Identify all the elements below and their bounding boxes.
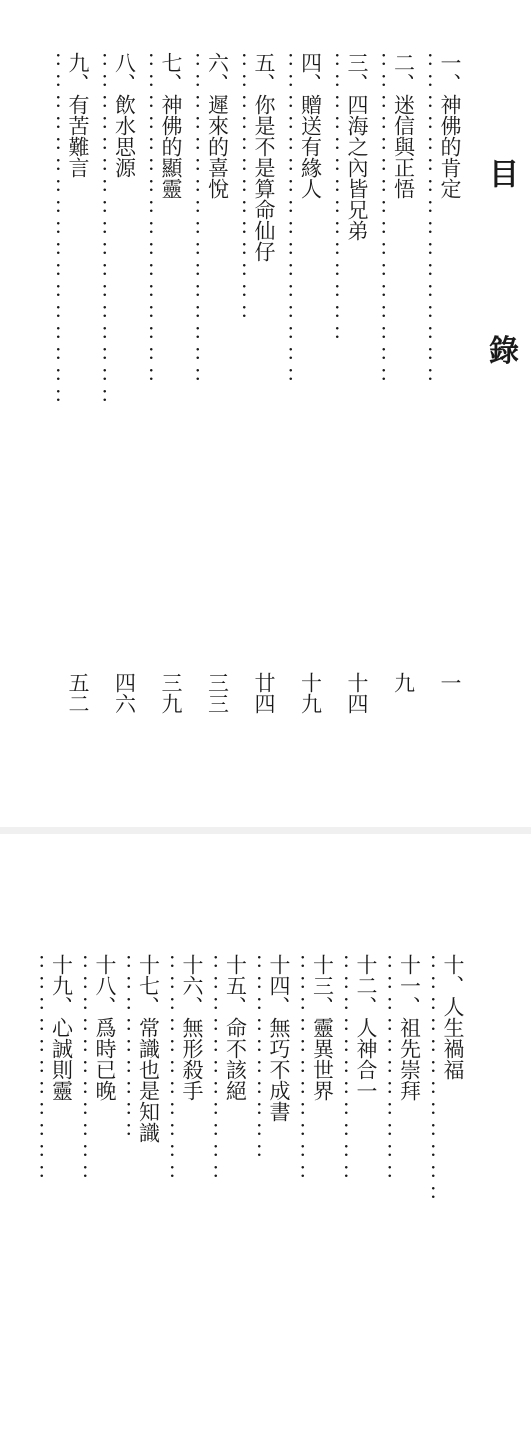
toc-leader-dots: ：：：：：：：：：：： <box>197 954 222 1185</box>
toc-entry <box>110 954 162 1143</box>
toc-entry-page-number: 廿四 <box>252 672 276 714</box>
toc-entry <box>154 954 205 1185</box>
toc-entry-label: 十三、靈異世界 <box>310 954 335 1101</box>
toc-entry-label: 五、你是不是算命仙仔 <box>252 52 276 262</box>
toc-leader-dots: ：：：：：：：：：：：：：：：： <box>412 52 436 388</box>
toc-entry <box>179 52 231 714</box>
toc-entry <box>241 954 292 1164</box>
toc-entry-label: 十七、常識也是知識 <box>136 954 161 1143</box>
toc-leader-dots: ：：：：：：：：： <box>110 954 135 1143</box>
toc-entry <box>272 52 324 714</box>
toc-entry-label: 十四、無巧不成書 <box>267 954 291 1122</box>
toc-entry-label: 二、迷信與正悟 <box>391 52 416 199</box>
toc-entry <box>319 52 370 714</box>
toc-leader-dots: ：：：：：：：：：：： <box>67 954 91 1185</box>
toc-entry-page-number: 三九 <box>159 672 183 714</box>
toc-leader-dots: ：：：：：：：：：：：：： <box>226 52 250 325</box>
toc-entry <box>412 52 463 693</box>
toc-entry-label: 九、有苦難言 <box>66 52 90 178</box>
toc-page-2 <box>0 834 531 1445</box>
toc-entry-page-number: 九 <box>391 672 416 693</box>
toc-leader-dots: ：：：：：：：：：：：：：：：： <box>179 52 204 388</box>
toc-entry <box>284 954 336 1185</box>
toc-entry-page-number: 三三 <box>205 672 230 714</box>
toc-entry <box>415 954 466 1206</box>
toc-entry <box>67 954 118 1185</box>
toc-leader-dots: ：：：：：：：：：：： <box>371 954 396 1185</box>
toc-entry-label: 七、神佛的顯靈 <box>159 52 183 199</box>
toc-leader-dots: ：：：：：：：：：：：：：：：：： <box>86 52 111 409</box>
toc-entry <box>23 954 75 1185</box>
toc-leader-dots: ：：：：：：：：：：：：：：：：： <box>40 52 64 409</box>
toc-leader-dots: ：：：：：：：：：：：：：：：： <box>365 52 390 388</box>
toc-leader-dots: ：：：：：：：：：：：：：：：： <box>272 52 297 388</box>
toc-leader-dots: ：：：：：：：：：： <box>241 954 265 1164</box>
toc-leader-dots: ：：：：：：：：：：：：：： <box>319 52 343 346</box>
toc-entry-page-number: 五二 <box>66 672 90 714</box>
toc-entry <box>365 52 417 693</box>
toc-entry <box>40 52 91 714</box>
toc-leader-dots: ：：：：：：：：：：： <box>23 954 48 1185</box>
toc-entry <box>133 52 184 714</box>
toc-leader-dots: ：：：：：：：：：：： <box>154 954 178 1185</box>
toc-entry-label: 六、遲來的喜悅 <box>205 52 230 199</box>
toc-entry-label: 十九、心誠則靈 <box>49 954 74 1101</box>
toc-entry <box>226 52 277 714</box>
toc-entry <box>371 954 423 1185</box>
toc-entry-label: 三、四海之內皆兄弟 <box>345 52 369 241</box>
toc-entry-label: 十五、命不該絕 <box>223 954 248 1101</box>
toc-leader-dots: ：：：：：：：：：：：：：：：： <box>133 52 157 388</box>
toc-entry-label: 十、人生禍福 <box>441 954 465 1080</box>
toc-entry-label: 八、飲水思源 <box>112 52 137 178</box>
toc-entry-label: 四、贈送有緣人 <box>298 52 323 199</box>
toc-entry-page-number: 十四 <box>345 672 369 714</box>
toc-entry-page-number: 十九 <box>298 672 323 714</box>
toc-entry-label: 十一、祖先崇拜 <box>397 954 422 1101</box>
toc-entry <box>86 52 138 714</box>
toc-leader-dots: ：：：：：：：：：：： <box>328 954 352 1185</box>
toc-entry-label: 十二、人神合一 <box>354 954 378 1101</box>
toc-entry <box>197 954 249 1185</box>
toc-entry-label: 十六、無形殺手 <box>180 954 204 1101</box>
toc-title: 目 錄 <box>483 158 518 433</box>
toc-entry <box>328 954 379 1185</box>
toc-leader-dots: ：：：：：：：：：：： <box>284 954 309 1185</box>
toc-entry-page-number: 四六 <box>112 672 137 714</box>
toc-entry-label: 一、神佛的肯定 <box>438 52 462 199</box>
toc-entry-label: 十八、爲時已晚 <box>93 954 117 1101</box>
toc-entry-page-number: 一 <box>438 672 462 693</box>
toc-leader-dots: ：：：：：：：：：：：： <box>415 954 439 1206</box>
